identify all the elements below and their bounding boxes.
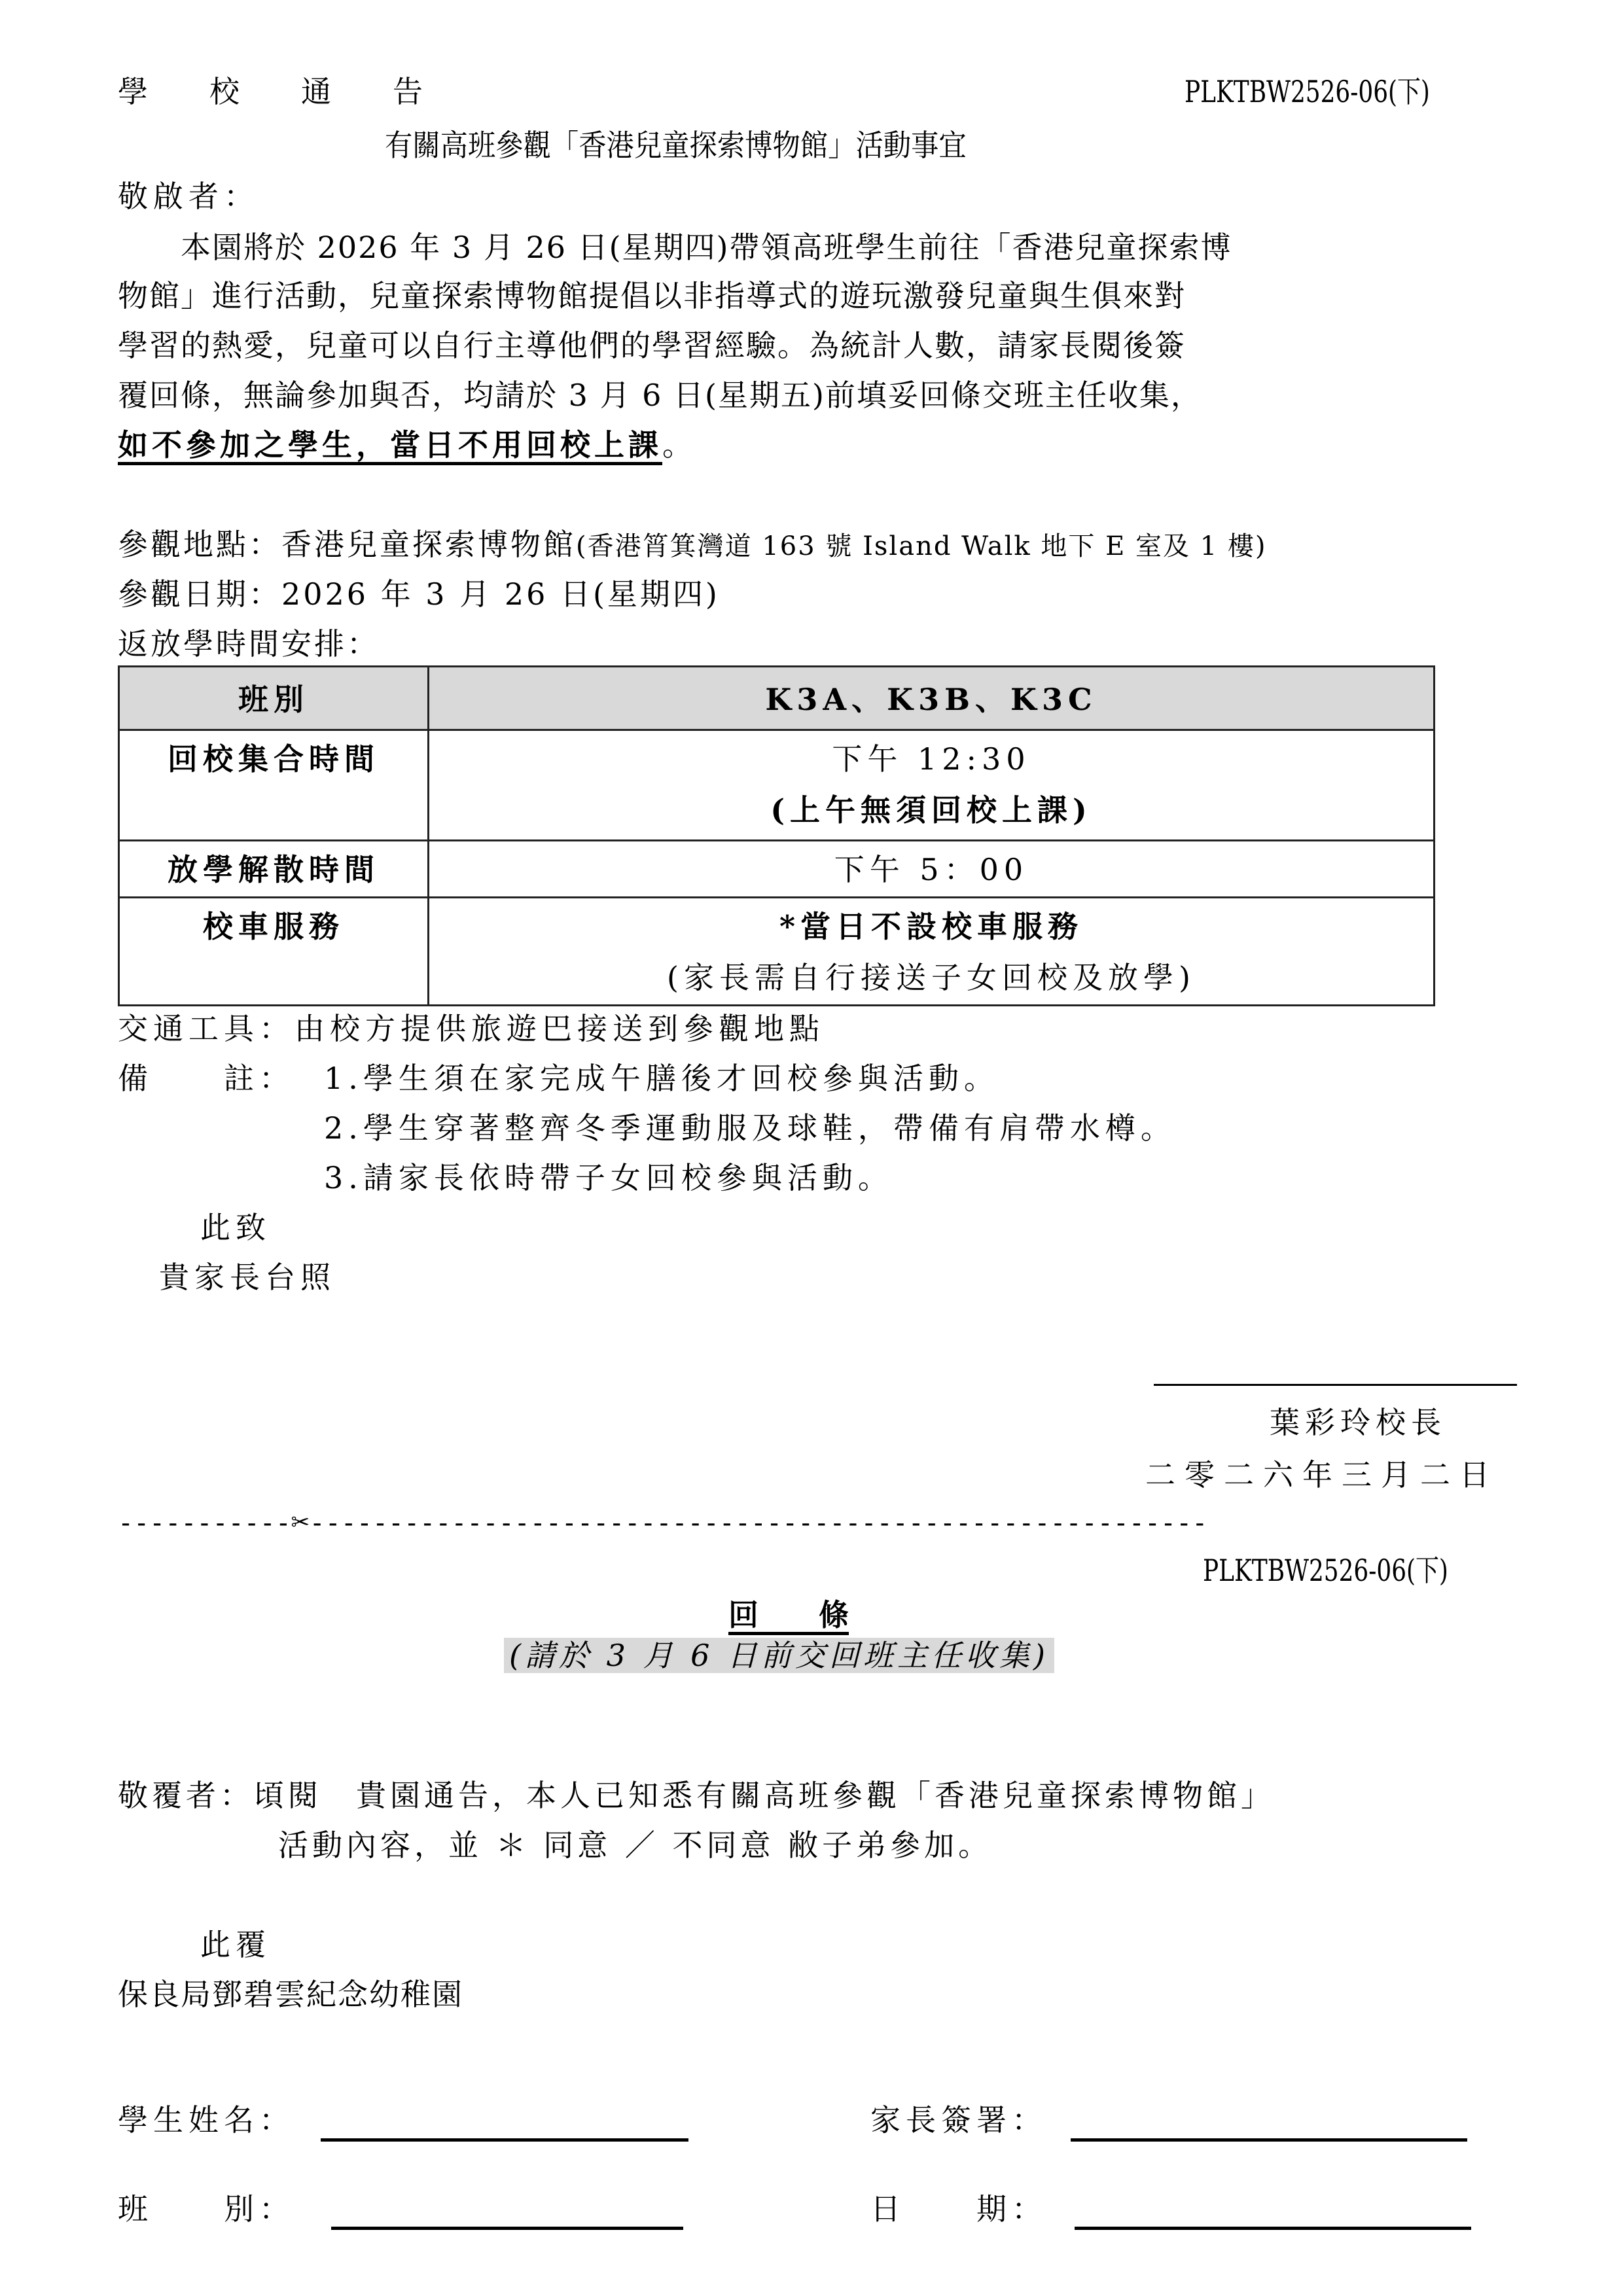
salutation: 敬啟者： [118,179,259,214]
cut-line-right: --------------------------------------------------------- [309,1508,1208,1538]
dismissal-time-value: 下午 5：00 [429,841,1435,898]
cut-line-left: ----------- [118,1508,291,1538]
remarks-label: 備 註： [118,1061,294,1096]
table-header-row [119,667,1435,730]
reply-subtitle [504,1637,1054,1674]
venue-label: 參觀地點： [118,527,281,562]
return-time-cell [429,730,1435,841]
return-time-value: 下午 12:30 [832,741,1031,777]
cut-line [118,1505,1207,1540]
transport-row [118,1010,825,1047]
venue-row [118,526,1267,565]
reply-statement-line-1: 敬覆者：頃閱 貴園通告，本人已知悉有關高班參觀「香港兒童探索博物館」 [118,1778,1275,1813]
scissors-icon: ✂ [291,1504,310,1539]
reply-subtitle-text: (請於 3 月 6 日前交回班主任收集) [504,1638,1054,1673]
parent-signature-field[interactable] [1071,2138,1467,2142]
reply-reference-code-text: PLKTBW2526-06(下) [1203,1553,1448,1588]
table-row [119,841,1435,898]
notice-label: 學 校 通 告 [118,74,438,109]
reference-code-text: PLKTBW2526-06(下) [1185,74,1430,109]
body-line-3: 學習的熱愛，兒童可以自行主導他們的學習經驗。為統計人數，請家長閱後簽 [118,328,1186,363]
dismissal-time-label: 放學解散時間 [119,841,429,898]
notice-title [385,127,1017,164]
body-line-4: 覆回條，無論參加與否，均請於 3 月 6 日(星期五)前填妥回條交班主任收集， [118,378,1202,413]
return-time-label: 回校集合時間 [119,730,429,841]
closing-line-1: 此致 [200,1210,271,1245]
date-label: 參觀日期： [118,576,281,612]
school-bus-cell [429,898,1435,1006]
signature-date: 二零二六年三月二日 [1145,1457,1499,1492]
table-row [119,730,1435,841]
school-bus-value: *當日不設校車服務 [779,909,1084,944]
student-name-field[interactable] [321,2138,688,2142]
body-line-1: 本園將於 2026 年 3 月 26 日(星期四)帶領高班學生前往「香港兒童探索博 [118,230,1232,265]
schedule-label: 返放學時間安排： [118,626,380,662]
visit-date: 2026 年 3 月 26 日(星期四) [281,576,720,612]
school-bus-note: (家長需自行接送子女回校及放學) [667,960,1196,995]
no-school-notice: 如不參加之學生，當日不用回校上課 [118,427,662,463]
return-time-note: (上午無須回校上課) [770,792,1092,828]
class-header-label: 班別 [119,667,429,730]
remark-item-3: 3.請家長依時帶子女回校參與活動。 [324,1160,893,1195]
remark-item-1: 1.學生須在家完成午膳後才回校參與活動。 [324,1061,999,1096]
date-row [118,576,720,612]
student-name-label: 學生姓名： [118,2102,294,2138]
reply-title: 回 條 [728,1597,849,1633]
reply-statement-line-2: 活動內容，並 ＊ 同意 ／ 不同意 敝子弟參加。 [278,1828,993,1863]
class-field[interactable] [331,2227,683,2230]
emphasis-period: 。 [662,427,696,463]
signature-line [1154,1384,1517,1386]
transport-label: 交通工具： [118,1011,294,1046]
closing-line-2: 貴家長台照 [159,1260,336,1295]
transport-value: 由校方提供旅遊巴接送到參觀地點 [294,1011,825,1046]
venue-name: 香港兒童探索博物館 [281,527,576,562]
reply-closing: 此覆 [200,1927,271,1962]
venue-address: (香港筲箕灣道 163 號 Island Walk 地下 E 室及 1 樓) [576,531,1267,561]
class-header-value: K3A、K3B、K3C [429,667,1435,730]
class-label: 班 別： [118,2191,294,2227]
date-field[interactable] [1075,2227,1471,2230]
reply-reference-code [1203,1552,1518,1589]
date-label-field: 日 期： [870,2191,1047,2227]
schedule-table [118,665,1435,1006]
remark-item-2: 2.學生穿著整齊冬季運動服及球鞋，帶備有肩帶水樽。 [324,1110,1176,1146]
school-bus-label: 校車服務 [119,898,429,1006]
principal-name: 葉彩玲校長 [1270,1405,1446,1440]
school-name: 保良局鄧碧雲紀念幼稚園 [118,1977,463,2012]
notice-title-text: 有關高班參觀「香港兒童探索博物館」活動事宜 [385,128,967,163]
parent-signature-label: 家長簽署： [870,2102,1047,2138]
body-line-2: 物館」進行活動，兒童探索博物館提倡以非指導式的遊玩激發兒童與生俱來對 [118,278,1186,313]
reference-code [1185,73,1499,110]
body-emphasis-line [118,427,696,463]
table-row [119,898,1435,1006]
